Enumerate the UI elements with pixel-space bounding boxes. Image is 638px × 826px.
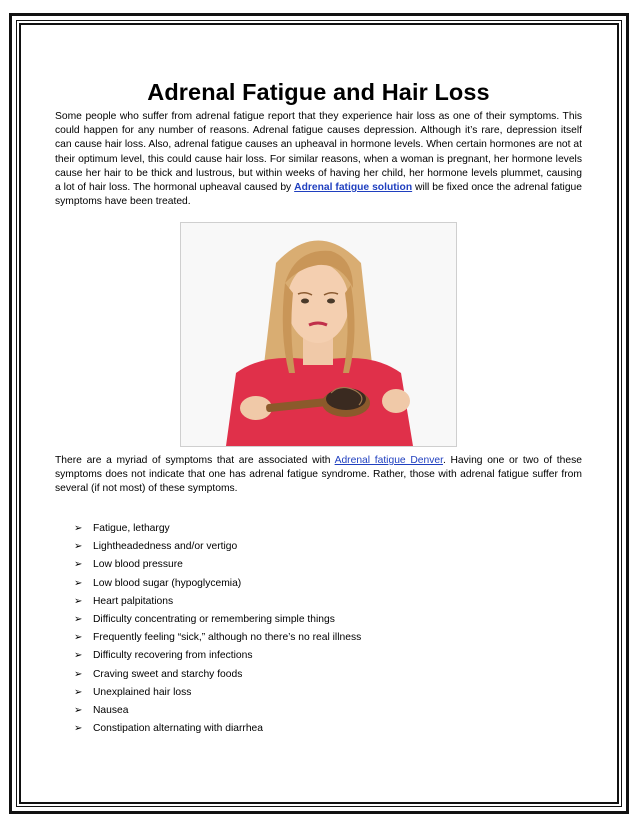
woman-hair-loss-photo (180, 222, 457, 447)
symptom-text: Lightheadedness and/or vertigo (93, 541, 238, 553)
symptom-text: Low blood sugar (hypoglycemia) (93, 577, 242, 589)
symptom-list-item (74, 575, 554, 593)
arrow-bullet-icon: ➢ (74, 686, 83, 698)
arrow-bullet-icon: ➢ (74, 632, 83, 644)
photo-illustration (181, 223, 456, 446)
symptom-text: Difficulty concentrating or remembering simple things (93, 613, 335, 625)
symptom-text: Craving sweet and starchy foods (93, 668, 243, 680)
symptoms-intro-text-start: There are a myriad of symptoms that are associated with (55, 455, 335, 466)
arrow-bullet-icon: ➢ (74, 668, 83, 680)
arrow-bullet-icon: ➢ (74, 523, 83, 534)
arrow-bullet-icon: ➢ (74, 650, 83, 662)
arrow-bullet-icon: ➢ (74, 541, 83, 553)
adrenal-fatigue-solution-link[interactable]: Adrenal fatigue solution (294, 182, 413, 194)
symptom-text: Unexplained hair loss (93, 686, 192, 698)
document-body (55, 78, 582, 209)
symptom-text: Nausea (93, 704, 129, 716)
symptom-list-item (74, 593, 554, 611)
symptoms-intro-paragraph (55, 454, 582, 497)
intro-text-start: Some people who suffer from adrenal fatigue report that they experience hair loss as one of their symptoms. This could happen for any number of reasons. Adrenal fatigue causes depression. Although it’s rare, depression itself can cause hair loss. Also, adrenal fatigue causes an upheaval in hormone levels. When certain hormones are not at their optimum level, this could cause hair loss. For similar reasons, when a woman is pregnant, her hormone levels cause her hair to be thick and lustrous, but within weeks of having her child, her hormone levels plummet, causing a lot of hair loss. The hormonal upheaval caused by (55, 111, 582, 194)
arrow-bullet-icon: ➢ (74, 595, 83, 607)
arrow-bullet-icon: ➢ (74, 613, 83, 625)
symptom-list-item (74, 684, 554, 702)
symptom-list (74, 520, 554, 738)
symptom-text: Constipation alternating with diarrhea (93, 723, 263, 735)
intro-text-end: will be fixed once the adrenal fatigue symptoms have been treated. (55, 182, 583, 208)
arrow-bullet-icon: ➢ (74, 577, 83, 589)
symptom-list-item (74, 666, 554, 684)
symptom-text: Heart palpitations (93, 595, 174, 607)
symptom-list-item (74, 611, 554, 629)
symptom-list-item (74, 520, 554, 538)
arrow-bullet-icon: ➢ (74, 723, 83, 735)
symptom-list-item (74, 538, 554, 556)
symptoms-intro-text-end: . Having one or two of these symptoms does not indicate that one has adrenal fatigue syndrome. Rather, those with adrenal fatigue suffer from several (if not most) of these symptoms. (55, 455, 582, 495)
symptom-text: Difficulty recovering from infections (93, 650, 253, 662)
arrow-bullet-icon: ➢ (74, 559, 83, 571)
symptom-list-item (74, 647, 554, 665)
symptom-text: Frequently feeling “sick,” although no there’s no real illness (93, 632, 362, 644)
symptom-list-item (74, 556, 554, 574)
intro-paragraph (55, 110, 582, 209)
symptom-list-item (74, 629, 554, 647)
symptom-list-item (74, 702, 554, 720)
symptom-list-item (74, 720, 554, 738)
symptom-text: Fatigue, lethargy (93, 523, 170, 534)
page-title: Adrenal Fatigue and Hair Loss (147, 79, 490, 105)
symptom-text: Low blood pressure (93, 559, 183, 571)
arrow-bullet-icon: ➢ (74, 704, 83, 716)
adrenal-fatigue-denver-link[interactable]: Adrenal fatigue Denver (334, 455, 443, 466)
